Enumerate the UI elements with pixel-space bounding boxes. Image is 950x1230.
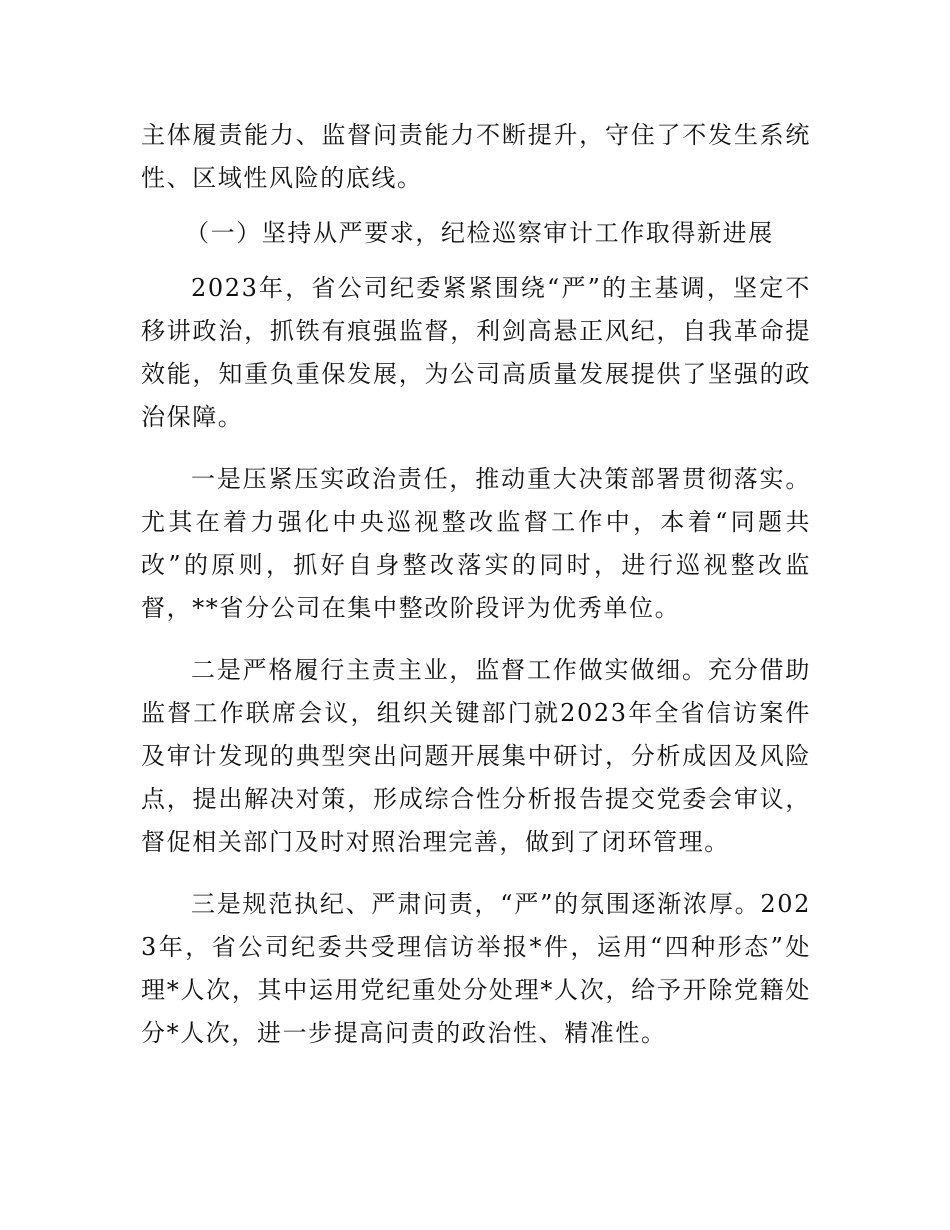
section-heading: （一）坚持从严要求，纪检巡察审计工作取得新进展 [185,219,774,247]
paragraph-summary: 2023年，省公司纪委紧紧围绕“严”的主基调，坚定不移讲政治，抓铁有痕强监督，利剑高悬正风纪，自我革命提效能，知重负重保发展，为公司高质量发展提供了坚强的政治保障。 [141,274,811,431]
paragraph-intro: 主体履责能力、监督问责能力不断提升，守住了不发生系统性、区域性风险的底线。 [141,121,811,192]
document-page [141,114,811,1055]
paragraph-point-two: 二是严格履行主责主业，监督工作做实做细。充分借助监督工作联席会议，组织关键部门就2023年全省信访案件及审计发现的典型突出问题开展集中研讨，分析成因及风险点，提出解决对策，形成综合性分析报告提交党委会审议，督促相关部门及时对照治理完善，做到了闭环管理。 [141,656,811,856]
paragraph-point-one: 一是压紧压实政治责任，推动重大决策部署贯彻落实。尤其在着力强化中央巡视整改监督工作中，本着“同题共改”的原则，抓好自身整改落实的同时，进行巡视整改监督，**省分公司在集中整改阶段评为优秀单位。 [141,465,811,622]
paragraph-point-three: 三是规范执纪、严肃问责，“严”的氛围逐渐浓厚。2023年，省公司纪委共受理信访举报*件，运用“四种形态”处理*人次，其中运用党纪重处分处理*人次，给予开除党籍处分*人次，进一步提高问责的政治性、精准性。 [141,890,811,1047]
